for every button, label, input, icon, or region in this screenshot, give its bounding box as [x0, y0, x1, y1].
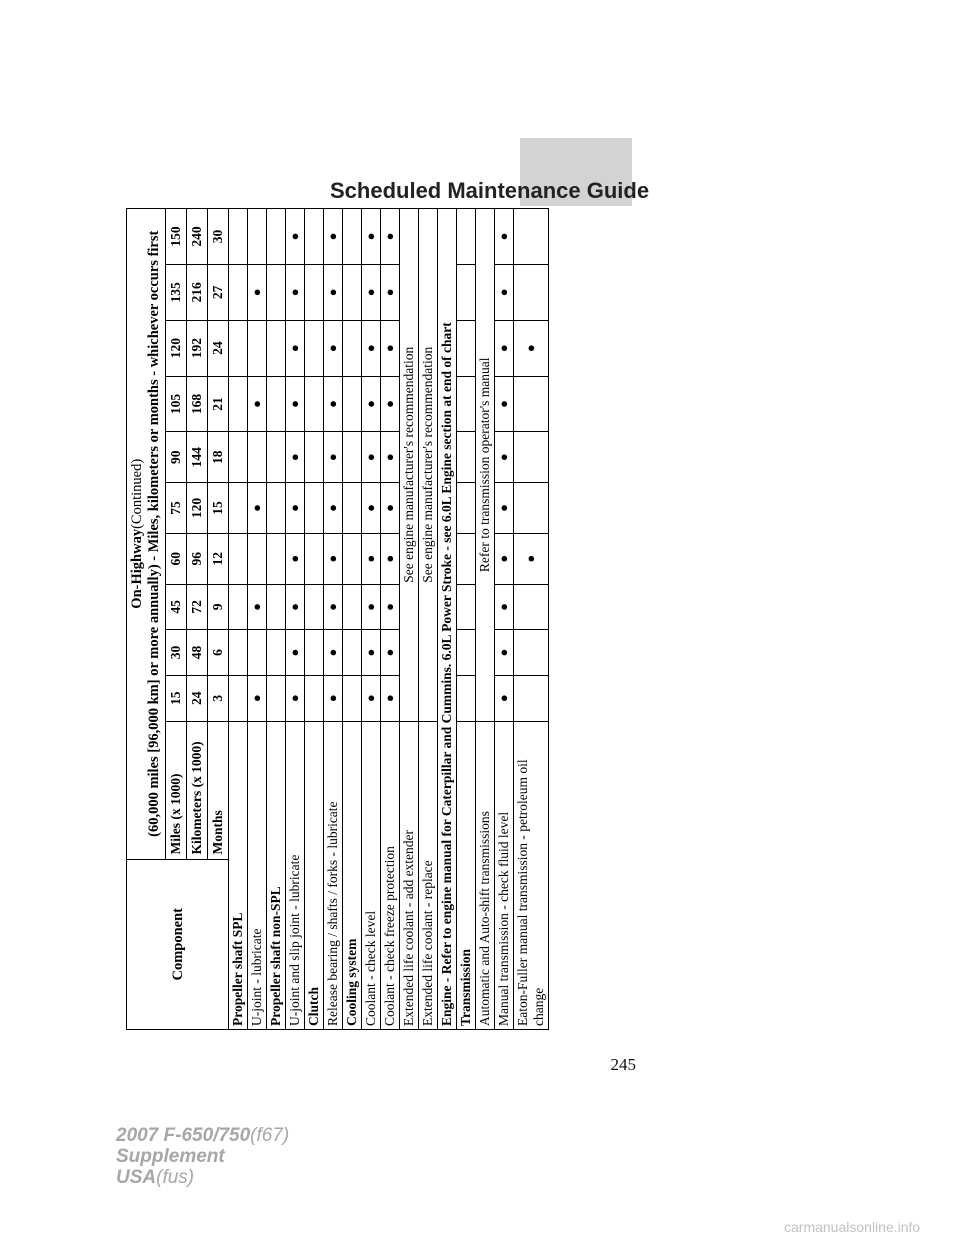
item-label: Release bearing / shafts / forks - lubricate [324, 721, 343, 1029]
item-label: Coolant - check freeze protection [381, 721, 400, 1029]
interval-dot: ● [381, 432, 400, 483]
section-clutch: Clutch [305, 721, 324, 1029]
interval-value: 96 [187, 533, 208, 584]
interval-dot: ● [381, 483, 400, 534]
interval-dot: ● [324, 320, 343, 376]
interval-dot: ● [495, 264, 514, 320]
page-header-title: Scheduled Maintenance Guide [330, 178, 650, 203]
interval-dot: ● [362, 376, 381, 432]
interval-dot: ● [248, 584, 267, 630]
section-row [229, 209, 248, 1030]
item-label: U-joint - lubricate [248, 721, 267, 1029]
maintenance-table [126, 208, 549, 1030]
interval-dot: ● [381, 584, 400, 630]
interval-value: 9 [208, 584, 229, 630]
interval-dot: ● [362, 432, 381, 483]
interval-value: 216 [187, 264, 208, 320]
interval-dot: ● [381, 376, 400, 432]
interval-dot: ● [286, 630, 305, 676]
interval-dot: ● [495, 630, 514, 676]
interval-dot: ● [286, 533, 305, 584]
section-transmission: Transmission [457, 721, 476, 1029]
interval-value: 240 [187, 209, 208, 265]
interval-dot: ● [362, 209, 381, 265]
interval-dot: ● [324, 432, 343, 483]
interval-dot: ● [324, 264, 343, 320]
section-row [457, 209, 476, 1030]
interval-value: 72 [187, 584, 208, 630]
interval-value: 192 [187, 320, 208, 376]
maintenance-table-rotated [126, 208, 600, 1030]
interval-dot: ● [381, 533, 400, 584]
table-row [495, 209, 514, 1030]
interval-dot: ● [324, 483, 343, 534]
interval-value: 6 [208, 630, 229, 676]
section-propeller-spl: Propeller shaft SPL [229, 721, 248, 1029]
interval-value: 45 [166, 584, 187, 630]
interval-dot: ● [495, 675, 514, 721]
interval-dot: ● [362, 320, 381, 376]
table-row [419, 209, 438, 1030]
interval-value: 60 [166, 533, 187, 584]
interval-value: 120 [187, 483, 208, 534]
interval-dot: ● [495, 584, 514, 630]
item-label: Extended life coolant - replace [419, 721, 438, 1029]
interval-value: 24 [187, 675, 208, 721]
note-text: See engine manufacturer's recommendation [419, 209, 438, 722]
footer-line-supplement: Supplement [116, 1146, 225, 1167]
interval-dot: ● [248, 376, 267, 432]
interval-dot: ● [248, 264, 267, 320]
interval-dot: ● [495, 320, 514, 376]
interval-value: 30 [208, 209, 229, 265]
interval-dot: ● [324, 209, 343, 265]
interval-dot: ● [286, 264, 305, 320]
table-header-row [127, 209, 166, 1030]
interval-dot: ● [514, 320, 549, 376]
footer-info [116, 1125, 289, 1188]
table-row [248, 209, 267, 1030]
interval-dot: ● [362, 483, 381, 534]
table-row [362, 209, 381, 1030]
interval-value: 144 [187, 432, 208, 483]
interval-value: 21 [208, 376, 229, 432]
interval-value: 135 [166, 264, 187, 320]
interval-dot: ● [248, 675, 267, 721]
interval-dot: ● [495, 483, 514, 534]
interval-dot: ● [362, 584, 381, 630]
interval-dot: ● [381, 630, 400, 676]
note-text: See engine manufacturer's recommendation [400, 209, 419, 722]
section-row [438, 209, 457, 1030]
table-row [476, 209, 495, 1030]
interval-dot: ● [324, 376, 343, 432]
interval-dot: ● [286, 675, 305, 721]
interval-dot: ● [324, 533, 343, 584]
section-cooling: Cooling system [343, 721, 362, 1029]
interval-value: 24 [208, 320, 229, 376]
miles-label: Miles (x 1000) [166, 721, 187, 859]
interval-dot: ● [381, 675, 400, 721]
section-row [343, 209, 362, 1030]
interval-dot: ● [324, 630, 343, 676]
interval-value: 120 [166, 320, 187, 376]
component-header: Component [127, 859, 229, 1029]
interval-value: 30 [166, 630, 187, 676]
interval-value: 12 [208, 533, 229, 584]
item-label: Manual transmission - check fluid level [495, 721, 514, 1029]
schedule-title: On-Highway(Continued) (60,000 miles [96,000 km] or more annually) - Miles, kilometers or months - whichever occurs first [127, 209, 166, 860]
interval-dot: ● [495, 376, 514, 432]
interval-dot: ● [514, 533, 549, 584]
table-row [514, 209, 549, 1030]
interval-value: 48 [187, 630, 208, 676]
item-label: Coolant - check level [362, 721, 381, 1029]
interval-dot: ● [286, 320, 305, 376]
item-label: U-joint and slip joint - lubricate [286, 721, 305, 1029]
page-number: 245 [610, 1055, 636, 1074]
note-text: Refer to transmission operator's manual [476, 209, 495, 722]
section-propeller-nonspl: Propeller shaft non-SPL [267, 721, 286, 1029]
interval-dot: ● [381, 264, 400, 320]
table-row [286, 209, 305, 1030]
interval-value: 75 [166, 483, 187, 534]
kilometers-label: Kilometers (x 1000) [187, 721, 208, 859]
interval-value: 150 [166, 209, 187, 265]
months-label: Months [208, 721, 229, 859]
interval-dot: ● [248, 483, 267, 534]
interval-dot: ● [381, 320, 400, 376]
interval-value: 15 [166, 675, 187, 721]
interval-dot: ● [286, 376, 305, 432]
interval-dot: ● [362, 264, 381, 320]
section-engine: Engine - Refer to engine manual for Caterpillar and Cummins. 6.0L Power Stroke - see 6.0L Engine section at end of chart [438, 209, 457, 1030]
table-row [381, 209, 400, 1030]
interval-dot: ● [495, 533, 514, 584]
interval-value: 3 [208, 675, 229, 721]
interval-dot: ● [362, 675, 381, 721]
watermark: carmanualsonline.info [784, 1219, 921, 1235]
interval-value: 168 [187, 376, 208, 432]
footer-line-region: USA(fus) [116, 1167, 195, 1188]
interval-dot: ● [381, 209, 400, 265]
interval-dot: ● [286, 432, 305, 483]
footer-line-model: 2007 F-650/750(f67) [116, 1125, 290, 1146]
item-label: Automatic and Auto-shift transmissions [476, 721, 495, 1029]
interval-dot: ● [495, 209, 514, 265]
interval-dot: ● [362, 630, 381, 676]
item-label: Extended life coolant - add extender [400, 721, 419, 1029]
interval-dot: ● [495, 432, 514, 483]
interval-dot: ● [286, 209, 305, 265]
interval-value: 27 [208, 264, 229, 320]
interval-value: 105 [166, 376, 187, 432]
interval-value: 18 [208, 432, 229, 483]
section-row [267, 209, 286, 1030]
interval-dot: ● [362, 533, 381, 584]
interval-dot: ● [286, 483, 305, 534]
interval-dot: ● [286, 584, 305, 630]
table-row [400, 209, 419, 1030]
interval-value: 90 [166, 432, 187, 483]
interval-dot: ● [324, 675, 343, 721]
table-row [324, 209, 343, 1030]
item-label: Eaton-Fuller manual transmission - petroleum oil change [514, 721, 549, 1029]
interval-dot: ● [324, 584, 343, 630]
section-row [305, 209, 324, 1030]
interval-value: 15 [208, 483, 229, 534]
